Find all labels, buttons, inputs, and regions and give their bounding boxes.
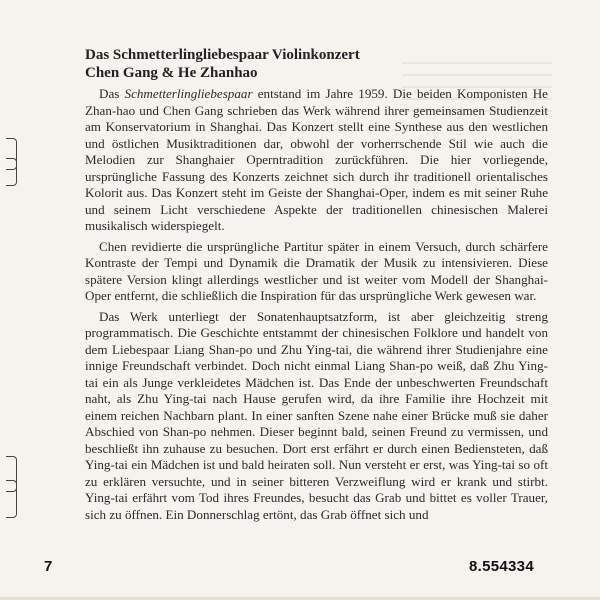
work-title-italic: Schmetterlingliebespaar	[124, 86, 253, 101]
paragraph	[85, 86, 548, 235]
binding-mark	[6, 480, 17, 518]
catalog-number: 8.554334	[469, 558, 534, 575]
paragraph: Das Werk unterliegt der Sonatenhauptsatzform, ist aber gleichzeitig streng programmatisch. Die Geschichte entstammt der chinesischen Folklore und handelt von dem Liebespaar Liang Shan-po und Zhu Ying-tai, die während ihrer Studienjahre eine innige Freundschaft verbindet. Doch nicht einmal Liang Shan-po weiß, daß Zhu Ying-tai ein als Junge verkleidetes Mädchen ist. Das Ende der unbeschwerten Freundschaft naht, als Zhu Ying-tai nach Hause gerufen wird, da ihre Familie ihre Hochzeit mit einem reichen Nachbarn plant. In einer sanften Szene nahe einer Brücke muß sie daher Abschied von Shan-po nehmen. Dieser beginnt bald, seinen Freund zu vermissen, und beschließt ihn zuhause zu besuchen. Dort erst erfährt er durch einen Bediensteten, daß Ying-tai ein Mädchen ist und bald heiraten soll. Nun versteht er erst, was Ying-tai so oft zu erklären versuchte, und in seiner bitteren Verzweiflung wird er krank und stirbt. Ying-tai erfährt vom Tod ihres Freundes, besucht das Grab und bittet es voller Trauer, sich zu öffnen. Ein Donnerschlag ertönt, das Grab öffnet sich und	[85, 308, 548, 522]
paragraph-text: entstand im Jahre 1959. Die beiden Komponisten He Zhan-hao und Chen Gang schrieben das Werk während ihrer gemeinsamen Studienzeit am Konservatorium in Shanghai. Das Konzert stellt eine Synthese aus den westlichen und östlichen Musiktraditionen dar, obwohl der vorherrschende Stil wie auch die Melodien zur Shanghaier Operntradition zurückführen. Die hier vorliegende, ursprüngliche Fassung des Konzerts zeichnet sich durch ihr traditionell orientalisches Kolorit aus. Das Konzert steht im Geiste der Shanghai-Oper, indem es mit seiner Ruhe und seinem Licht verschiedene Aspekte der traditionellen chinesischen Malerei musikalisch widerspiegelt.	[85, 86, 548, 233]
paragraph: Chen revidierte die ursprüngliche Partitur später in einem Versuch, durch schärfere Kontraste der Tempi und Dynamik die Dramatik der Musik zu intensivieren. Diese spätere Version klingt allerdings westlicher und ist weiter vom Modell der Shanghai-Oper entfernt, die schließlich die Inspiration für das ursprüngliche Werk gewesen war.	[85, 238, 548, 303]
paragraph-lead: Das	[99, 86, 125, 101]
page-number: 7	[44, 558, 53, 575]
article	[85, 46, 548, 527]
article-title: Das Schmetterlingliebespaar Violinkonzert	[85, 47, 360, 63]
binding-mark	[6, 158, 17, 186]
article-subtitle: Chen Gang & He Zhanhao	[85, 65, 258, 81]
